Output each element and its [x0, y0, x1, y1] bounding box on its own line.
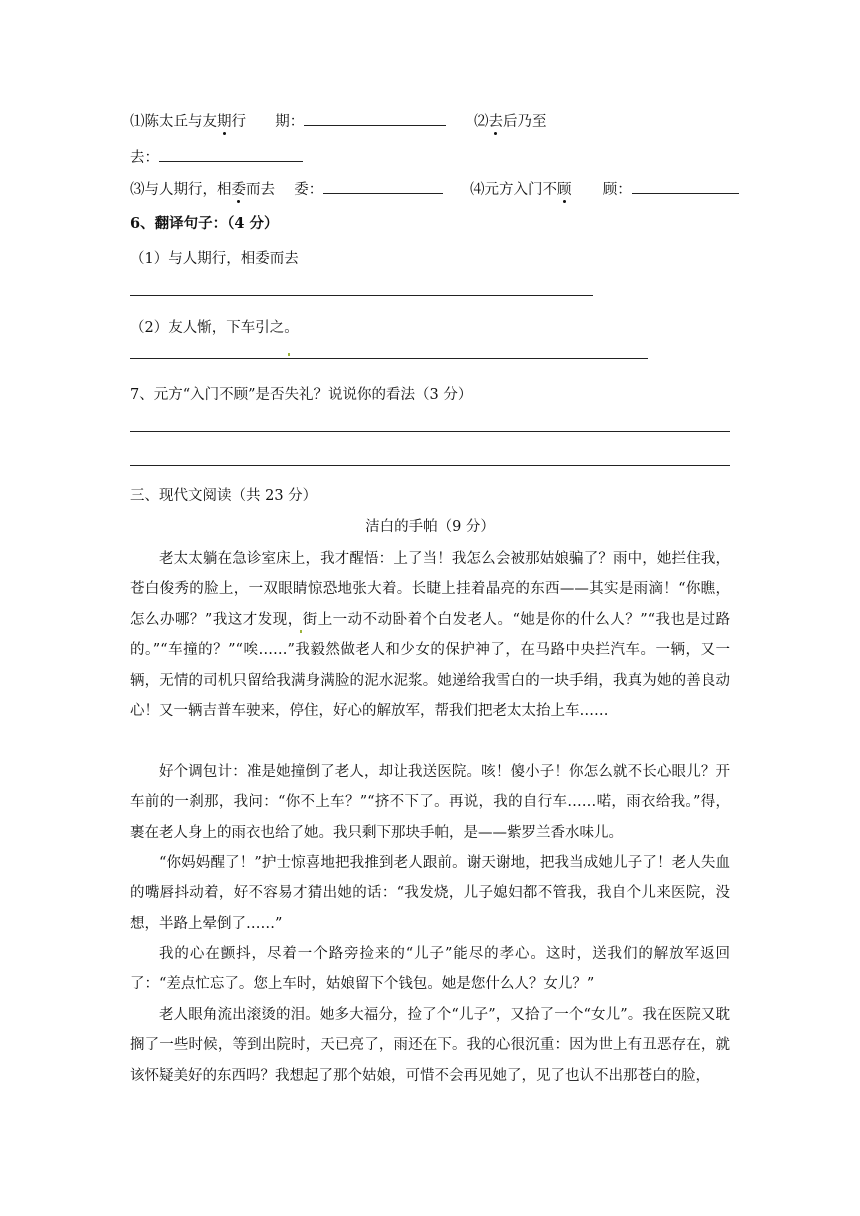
q5-item-4: ⑷元方入门不顾 顾：: [470, 178, 739, 199]
q5-gloss-1-label: 期：: [275, 114, 305, 130]
answer-line-q7-2[interactable]: [130, 465, 730, 466]
q5-item-2: ⑵去后乃至: [474, 114, 547, 130]
q5-item-3: ⑶与人期行，相委而去 委：: [130, 178, 443, 199]
ink-speck-2: [300, 630, 302, 633]
q6-sentence-2: （2）友人惭，下车引之。: [130, 320, 299, 336]
ink-speck: [288, 353, 290, 356]
answer-blank-2[interactable]: [159, 146, 303, 162]
passage-paragraph-5: 老人眼角流出滚烫的泪。她多大福分，捡了个“儿子”，又拾了一个“女儿”。我在医院又耽搁了一些时候，等到出院时，天已亮了，雨还在下。我的心很沉重：因为世上有丑恶存在，就该怀疑美好的东西吗？我想起了那个姑娘，可惜不会再见她了，见了也认不出那苍白的脸，: [130, 1007, 730, 1084]
answer-line-q6-2[interactable]: [130, 358, 648, 359]
passage-title: 洁白的手帕（9 分）: [365, 519, 495, 535]
section-heading: 三、现代文阅读（共 23 分）: [130, 488, 318, 504]
q5-item-1: ⑴陈太丘与友期行 期：: [130, 110, 446, 131]
passage-paragraph-3: “你妈妈醒了！”护士惊喜地把我推到老人跟前。谢天谢地，把我当成她儿子了！老人失血的嘴唇抖动着，好不容易才猜出她的话：“我发烧，儿子媳妇都不管我，我自个儿来医院，没想，半路上晕倒了……”: [130, 855, 730, 932]
answer-line-q7-1[interactable]: [130, 431, 730, 432]
q6-sentence-1: （1）与人期行，相委而去: [130, 251, 299, 267]
answer-blank-3[interactable]: [323, 178, 443, 194]
passage-paragraph-4: 我的心在颤抖，尽着一个路旁捡来的“儿子”能尽的孝心。这时，送我们的解放军返回了：“差点忙忘了。您上车时，姑娘留下个钱包。她是您什么人？女儿？”: [130, 946, 730, 993]
passage-paragraph-2: 好个调包计：准是她撞倒了老人，却让我送医院。咳！傻小子！你怎么就不长心眼儿？开车前的一刹那，我问：“你不上车？”“挤不下了。再说，我的自行车……喏，雨衣给我。”得，裹在老人身上的雨衣也给了她。我只剩下那块手帕，是——紫罗兰香水味儿。: [130, 764, 730, 841]
q5-item-2-gloss: 去：: [130, 146, 303, 167]
q7-heading: 7、元方“入门不顾”是否失礼？说说你的看法（3 分）: [130, 387, 473, 403]
answer-line-q6-1[interactable]: [130, 295, 593, 296]
q6-heading: 6、翻译句子：（4 分）: [130, 215, 279, 232]
answer-blank-1[interactable]: [304, 110, 446, 126]
answer-blank-4[interactable]: [632, 178, 739, 194]
passage-paragraph-1: 老太太躺在急诊室床上，我才醒悟：上了当！我怎么会被那姑娘骗了？雨中，她拦住我，苍白俊秀的脸上，一双眼睛惊恐地张大着。长睫上挂着晶亮的东西——其实是雨滴！“你瞧，怎么办哪？”我这才发现，街上一动不动卧着个白发老人。“她是你的什么人？”“我也是过路的。”“车撞的？”“唉……”我毅然做老人和少女的保护神了，在马路中央拦汽车。一辆，又一辆，无情的司机只留给我满身满脸的泥水泥浆。她递给我雪白的一块手绢，我真为她的善良动心！又一辆吉普车驶来，停住，好心的解放军，帮我们把老太太抬上车……: [130, 551, 730, 720]
